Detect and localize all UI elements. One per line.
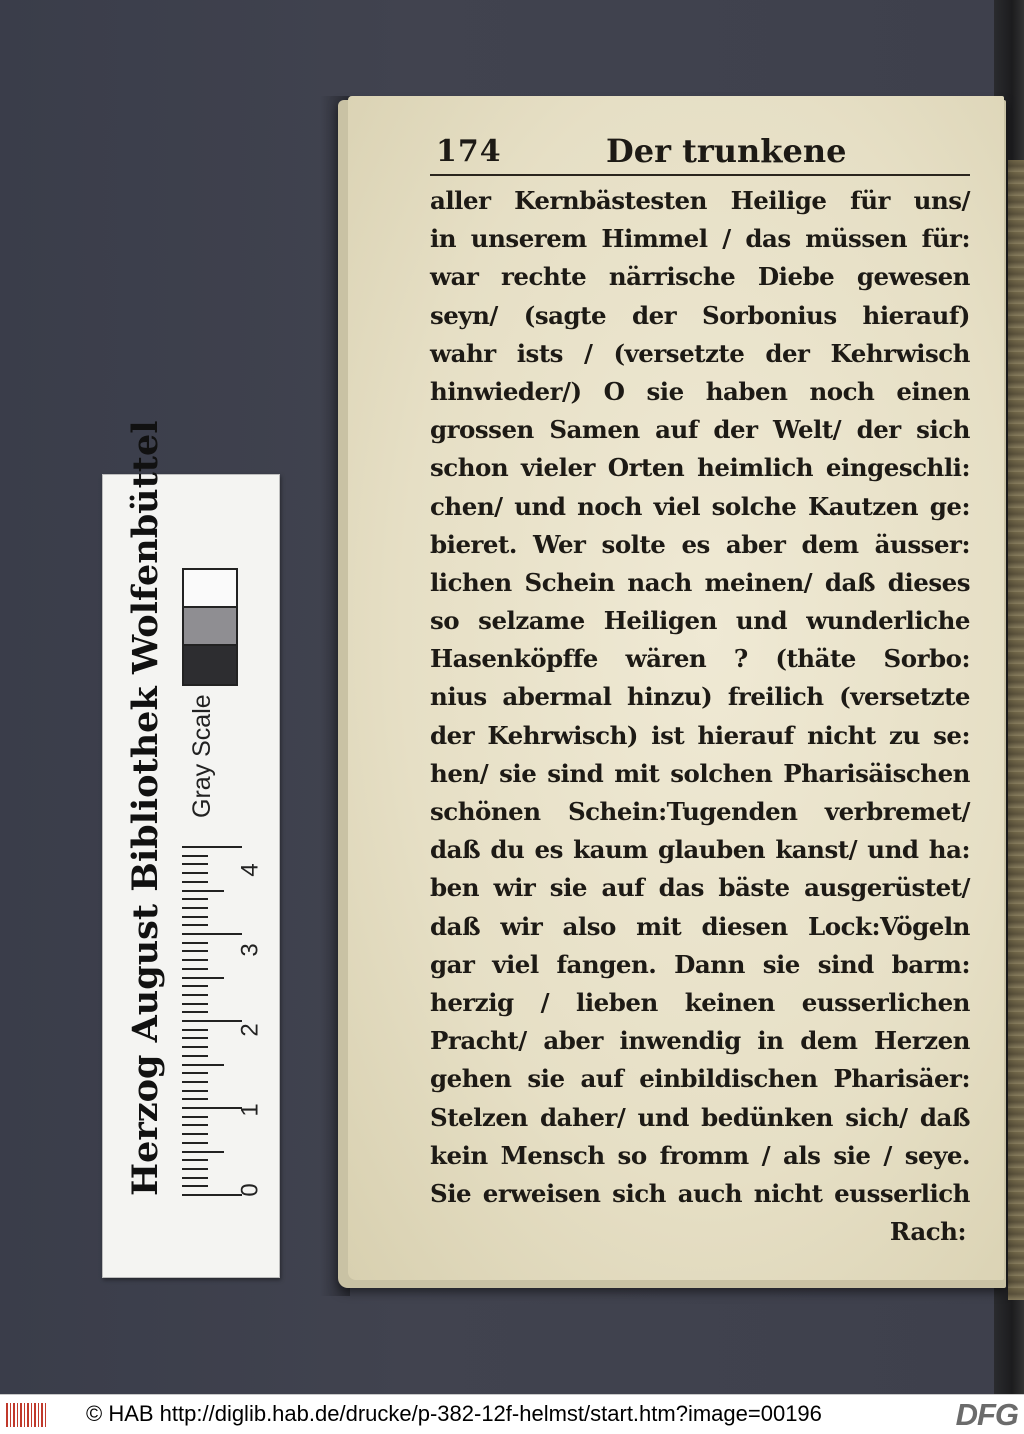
swatch-white [182, 568, 238, 610]
ruler-tick [182, 942, 208, 944]
ruler-tick [182, 1055, 208, 1057]
swatch-black [182, 644, 238, 686]
swatch-grey [182, 606, 238, 648]
text-line: aller Kernbästesten Heilige für uns/ [430, 186, 970, 215]
text-lines [430, 182, 970, 1213]
ruler-tick [182, 1151, 224, 1153]
ruler-tick [182, 1020, 242, 1022]
gray-scale-label: Gray Scale [188, 694, 216, 818]
ruler-tick [182, 924, 208, 926]
ruler-tick [182, 1081, 208, 1083]
text-line: daß wir also mit diesen Lock:Vögeln [430, 911, 970, 941]
ruler-tick [182, 985, 208, 987]
text-line: seyn/ (sagte der Sorbonius hierauf) [430, 300, 970, 330]
ruler-tick [182, 1133, 208, 1135]
ruler-tick [182, 959, 208, 961]
ruler-tick [182, 1116, 208, 1118]
text-line: grossen Samen auf der Welt/ der sich [430, 415, 970, 445]
ruler-tick [182, 1011, 208, 1013]
text-line: chen/ und noch viel solche Kautzen ge: [430, 491, 970, 521]
ruler-tick-label: 4 [236, 863, 264, 877]
ruler-tick [182, 898, 208, 900]
ruler-tick [182, 968, 208, 970]
text-line: hen/ sie sind mit solchen Pharisäischen [430, 758, 970, 788]
text-line: gehen sie auf einbildischen Pharisäer: [430, 1064, 970, 1094]
ruler-tick [182, 1142, 208, 1144]
text-line: in unserem Himmel / das müssen für: [430, 224, 970, 254]
barcode-icon [6, 1403, 48, 1427]
ruler-tick [182, 1098, 208, 1100]
ruler-tick [182, 1168, 208, 1170]
text-line: schönen Schein:Tugenden verbremet/ [430, 797, 970, 826]
ruler-tick [182, 1159, 208, 1161]
ruler-tick [182, 1064, 224, 1066]
ruler-tick [182, 846, 242, 848]
text-line: lichen Schein nach meinen/ daß dieses [430, 567, 970, 597]
text-line: ben wir sie auf das bäste ausgerüstet/ [430, 873, 970, 903]
text-line: wahr ists / (versetzte der Kehrwisch [430, 338, 970, 368]
credit-line[interactable]: © HAB http://diglib.hab.de/drucke/p-382-12f-helmst/start.htm?image=00196 [86, 1401, 822, 1426]
text-line: gar viel fangen. Dann sie sind barm: [430, 949, 970, 979]
text-line: bieret. Wer solte es aber dem äusser: [430, 529, 970, 559]
page-text-block [430, 130, 970, 1251]
dfg-logo: DFG [955, 1397, 1018, 1432]
text-line: war rechte närrische Diebe gewesen [430, 262, 970, 292]
ruler-tick [182, 1090, 208, 1092]
ruler-tick [182, 863, 208, 865]
ruler-tick [182, 881, 208, 883]
ruler-tick [182, 1107, 242, 1109]
ruler-tick [182, 1029, 208, 1031]
text-line: hinwieder/) O sie haben noch einen [430, 376, 970, 406]
book-edge-pages [1008, 160, 1024, 1300]
ruler-tick [182, 1003, 208, 1005]
text-line: der Kehrwisch) ist hierauf nicht zu se: [430, 720, 970, 750]
footer-bar [0, 1394, 1024, 1434]
text-line: schon vieler Orten heimlich eingeschli: [430, 453, 970, 483]
ruler-tick-label: 3 [236, 943, 264, 957]
ruler-tick [182, 907, 208, 909]
ruler-tick [182, 950, 208, 952]
ruler-ticks [182, 838, 242, 1194]
ruler-tick [182, 933, 242, 935]
text-line: daß du es kaum glauben kanst/ und ha: [430, 835, 970, 865]
text-line: kein Mensch so fromm / als sie / seye. [430, 1140, 970, 1170]
catchword: Rach: [889, 1217, 966, 1247]
text-line: Hasenköpffe wären ? (thäte Sorbo: [430, 644, 970, 674]
running-head [430, 130, 970, 176]
ruler-tick [182, 872, 208, 874]
ruler-tick [182, 1046, 208, 1048]
ruler-tick [182, 977, 224, 979]
ruler-tick [182, 994, 208, 996]
ruler-tick [182, 1194, 242, 1196]
ruler-tick [182, 1037, 208, 1039]
ruler-tick [182, 1177, 208, 1179]
text-line: Stelzen daher/ und bedünken sich/ daß [430, 1102, 970, 1132]
ruler-tick-label: 2 [236, 1023, 264, 1037]
text-line: nius abermal hinzu) freilich (versetzte [430, 682, 970, 712]
running-title: Der trunkene [606, 132, 847, 170]
ruler-tick [182, 1185, 208, 1187]
ruler-tick [182, 916, 208, 918]
ruler-tick [182, 1124, 208, 1126]
page-number: 174 [436, 134, 502, 169]
ruler-tick-label: 0 [236, 1183, 264, 1197]
text-line: Pracht/ aber inwendig in dem Herzen [430, 1026, 970, 1056]
ruler-tick-label: 1 [236, 1103, 264, 1117]
text-line: so selzame Heiligen und wunderliche [430, 606, 970, 636]
ruler-tick [182, 890, 224, 892]
ruler-tick [182, 855, 208, 857]
text-line: herzig / lieben keinen eusserlichen [430, 987, 970, 1017]
text-line: Sie erweisen sich auch nicht eusserlich [430, 1178, 970, 1208]
ruler-tick [182, 1072, 208, 1074]
